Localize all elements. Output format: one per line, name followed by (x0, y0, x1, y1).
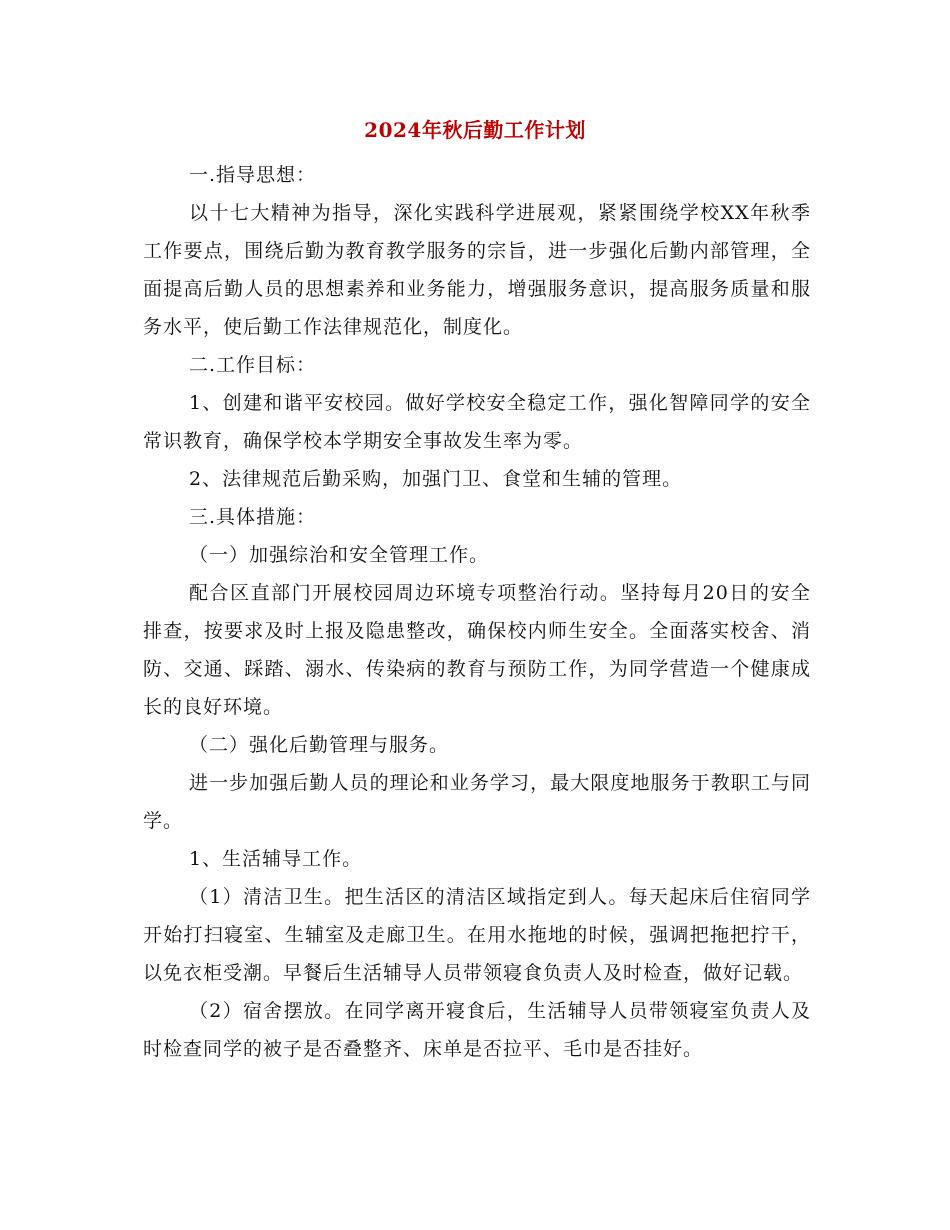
subheading-life-guidance: 1、生活辅导工作。 (189, 848, 363, 870)
section-heading-measures: 三.具体措施： (189, 506, 317, 528)
paragraph-safety-management: 配合区直部门开展校园周边环境专项整治行动。坚持每月20日的安全排查，按要求及时上报及隐患整改，确保校内师生安全。全面落实校舍、消防、交通、踩踏、溺水、传染病的教育与预防工作，为同学营造一个健康成长的良好环境。 (143, 582, 811, 718)
section-heading-guiding-ideology: 一.指导思想： (189, 164, 317, 186)
paragraph-goal-2: 2、法律规范后勤采购，加强门卫、食堂和生辅的管理。 (189, 468, 683, 490)
paragraph-logistics-service: 进一步加强后勤人员的理论和业务学习，最大限度地服务于教职工与同学。 (143, 772, 811, 832)
paragraph-dorm-arrangement: （2）宿舍摆放。在同学离开寝食后，生活辅导人员带领寝室负责人及时检查同学的被子是否叠整齐、床单是否拉平、毛巾是否挂好。 (143, 1000, 811, 1060)
subheading-logistics-service: （二）强化后勤管理与服务。 (189, 734, 450, 756)
paragraph-goal-1: 1、创建和谐平安校园。做好学校安全稳定工作，强化智障同学的安全常识教育，确保学校本学期安全事故发生率为零。 (143, 392, 811, 452)
paragraph-cleaning: （1）清洁卫生。把生活区的清洁区域指定到人。每天起床后住宿同学开始打扫寝室、生辅室及走廊卫生。在用水拖地的时候，强调把拖把拧干，以免衣柜受潮。早餐后生活辅导人员带领寝食负责人及时检查，做好记载。 (143, 886, 811, 984)
paragraph-guiding-ideology: 以十七大精神为指导，深化实践科学进展观，紧紧围绕学校XX年秋季工作要点，围绕后勤为教育教学服务的宗旨，进一步强化后勤内部管理，全面提高后勤人员的思想素养和业务能力，增强服务意识，提高服务质量和服务水平，使后勤工作法律规范化，制度化。 (143, 202, 811, 338)
document-body (143, 156, 811, 1068)
section-heading-work-goals: 二.工作目标： (189, 354, 317, 376)
document-title: 2024年秋后勤工作计划 (364, 118, 586, 142)
subheading-safety-management: （一）加强综治和安全管理工作。 (189, 544, 490, 566)
